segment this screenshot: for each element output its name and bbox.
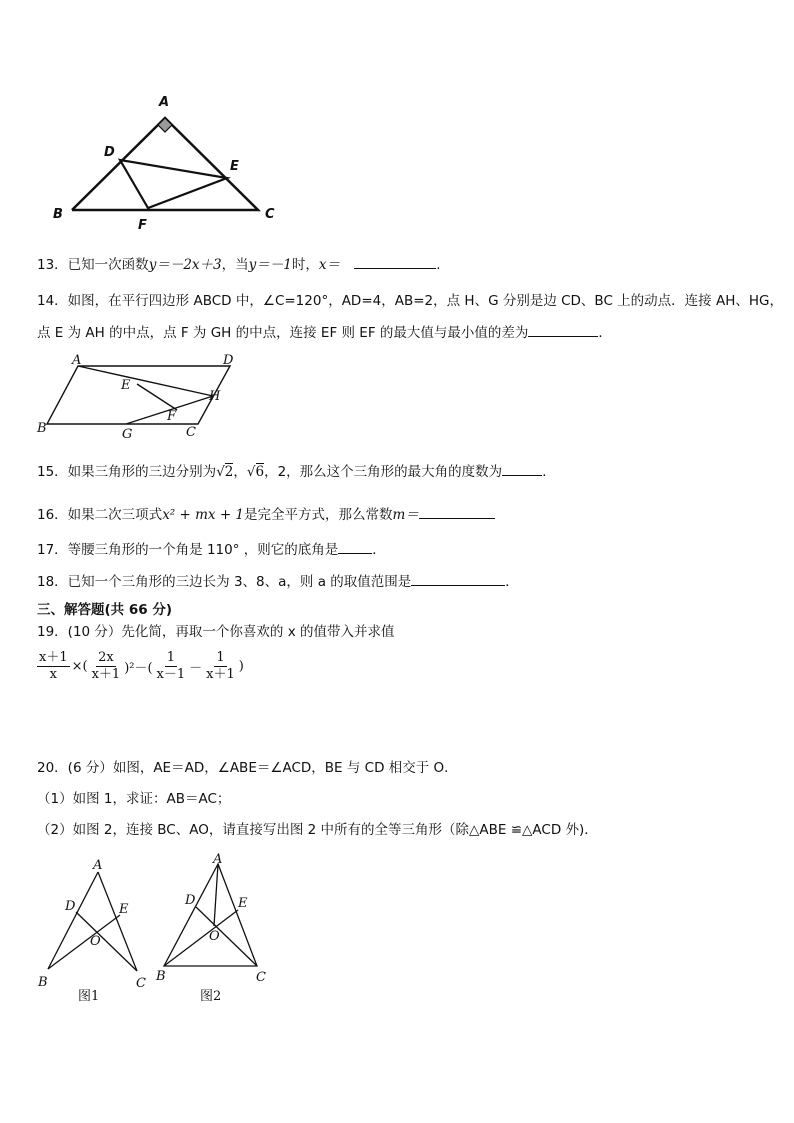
figure-1 [34, 855, 154, 995]
answer-blank-13[interactable] [354, 254, 436, 269]
segment-ah [78, 366, 213, 396]
label-b: B [53, 207, 63, 222]
figure-1-caption: 图1 [78, 989, 100, 1004]
sqrt-symbol: √ [246, 464, 256, 480]
label-o: O [209, 929, 220, 944]
q13-cond: y＝－1 [248, 257, 292, 273]
q16-var: m＝ [392, 507, 419, 523]
label-d: D [65, 899, 76, 914]
q16-expr: x² + mx + 1 [162, 507, 245, 523]
segment-ao [214, 864, 218, 926]
label-d: D [185, 893, 196, 908]
operator-times: ×( [71, 659, 88, 674]
label-c: C [136, 976, 146, 991]
segment-ab [48, 872, 98, 969]
label-e: E [121, 378, 131, 393]
label-c: C [186, 425, 196, 440]
section-heading-answers: 三、解答题(共 66 分) [37, 602, 173, 618]
question-20-line2: （1）如图 1，求证：AB＝AC； [37, 791, 231, 807]
triangle-abc [164, 864, 257, 966]
q15-side2: 6 [255, 464, 265, 480]
q15-prefix: 15．如果三角形的三边分别为 [37, 464, 217, 480]
label-h: H [209, 389, 221, 404]
question-20-line3: （2）如图 2，连接 BC、AO，请直接写出图 2 中所有的全等三角形（除△ABE ≌△ACD 外)． [37, 822, 598, 838]
q16-prefix: 16．如果二次三项式 [37, 507, 163, 523]
question-18 [37, 571, 519, 592]
close-paren: ) [238, 659, 244, 674]
answer-blank-14[interactable] [528, 322, 598, 337]
q13-suffix: 时， [291, 257, 319, 273]
figure-triangle-def [40, 90, 290, 235]
answer-blank-17[interactable] [338, 539, 372, 554]
label-d: D [223, 353, 234, 368]
label-e: E [119, 902, 129, 917]
question-15 [37, 461, 556, 482]
label-b: B [38, 975, 48, 990]
label-b: B [37, 421, 47, 436]
segment-ac [98, 872, 137, 971]
answer-blank-16[interactable] [419, 504, 495, 519]
label-c: C [256, 970, 266, 985]
figure-parallelogram [30, 350, 250, 442]
question-20-line1: 20．(6 分）如图，AE＝AD，∠ABE＝∠ACD，BE 与 CD 相交于 O． [37, 760, 458, 776]
q18-text: 18．已知一个三角形的三边长为 3、8、a，则 a 的取值范围是 [37, 574, 412, 590]
denominator: x＋1 [91, 667, 121, 682]
question-19: 19．(10 分）先化简，再取一个你喜欢的 x 的值带入并求值 [37, 624, 395, 640]
parallelogram-abcd [47, 366, 230, 424]
triangle-def [120, 160, 227, 208]
segment-be [164, 910, 238, 966]
q17-text: 17．等腰三角形的一个角是 110° ，则它的底角是 [37, 542, 339, 558]
question-14-line2 [37, 322, 612, 343]
question-16 [37, 504, 495, 525]
q18-end: ． [505, 574, 519, 590]
q16-mid: 是完全平方式，那么常数 [244, 507, 393, 523]
q15-sep2: ，2，那么这个三角形的最大角的度数为 [264, 464, 503, 480]
q15-sep1: ， [233, 464, 247, 480]
label-e: E [238, 896, 248, 911]
label-a: A [159, 95, 170, 110]
label-a: A [93, 858, 103, 873]
q15-side1: 2 [224, 464, 234, 480]
numerator: 2x [98, 650, 114, 665]
operator-power-minus: )²－( [124, 661, 153, 676]
label-a: A [213, 852, 223, 867]
label-f: F [138, 218, 147, 233]
segment-be [48, 915, 120, 969]
label-d: D [104, 145, 115, 160]
right-angle-mark [158, 118, 172, 132]
label-f: F [167, 409, 177, 424]
label-a: A [72, 353, 82, 368]
q13-mid: ，当 [221, 257, 249, 273]
sqrt-symbol: √ [216, 464, 225, 480]
numerator: 1 [166, 650, 175, 665]
fraction [37, 650, 70, 683]
fraction [204, 650, 237, 683]
numerator: x＋1 [39, 650, 68, 665]
denominator: x－1 [156, 667, 186, 682]
q14-end: ． [598, 325, 612, 341]
figure-2 [152, 850, 282, 990]
q13-end: . [436, 257, 441, 273]
q13-expr: y＝－2x＋3 [148, 257, 222, 273]
q13-var: x＝ [318, 257, 340, 273]
q14-line2-text: 点 E 为 AH 的中点，点 F 为 GH 的中点，连接 EF 则 EF 的最大值与最小值的差为 [37, 325, 529, 341]
label-o: O [90, 934, 101, 949]
segment-cd [196, 907, 257, 966]
denominator: x [49, 667, 57, 682]
question-13 [37, 254, 441, 275]
fraction [90, 650, 123, 683]
answer-blank-15[interactable] [502, 461, 542, 476]
label-b: B [156, 969, 166, 984]
question-17 [37, 539, 386, 560]
segment-ef [137, 384, 177, 410]
label-g: G [122, 427, 133, 442]
q13-prefix: 13．已知一次函数 [37, 257, 149, 273]
numerator: 1 [216, 650, 225, 665]
q15-end: ． [542, 464, 556, 480]
operator-minus: － [189, 661, 203, 676]
question-14-line1: 14．如图，在平行四边形 ABCD 中，∠C=120°，AD=4，AB=2，点 H、G 分别是边 CD、BC 上的动点．连接 AH、HG， [37, 293, 783, 309]
fraction [155, 650, 188, 683]
label-e: E [230, 159, 239, 174]
q19-expression [37, 650, 246, 683]
denominator: x＋1 [206, 667, 235, 682]
figure-2-caption: 图2 [200, 989, 222, 1004]
q17-end: ． [372, 542, 386, 558]
answer-blank-18[interactable] [411, 571, 505, 586]
label-c: C [265, 207, 275, 222]
